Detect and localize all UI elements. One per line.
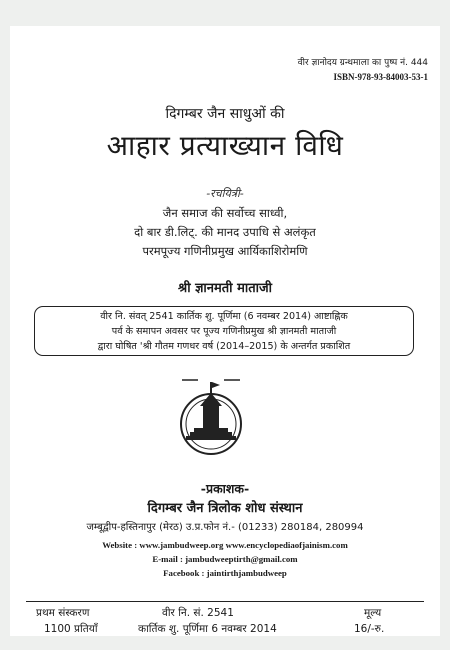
price-label: मूल्य [364,607,382,619]
publisher-name: दिगम्बर जैन त्रिलोक शोध संस्थान [147,501,303,516]
note-line: वीर नि. संवत् 2541 कार्तिक शु. पूर्णिमा (6 नवम्बर 2014) आष्टाह्निक [100,311,348,322]
author-label: -रचयित्री- [206,187,244,200]
date-text: कार्तिक शु. पूर्णिमा 6 नवम्बर 2014 [138,623,277,635]
note-line: पर्व के समापन अवसर पर पूज्य गणिनीप्रमुख श्री ज्ञानमती माताजी [111,326,337,337]
book-title: आहार प्रत्याख्यान विधि [106,129,344,162]
author-name: श्री ज्ञानमती माताजी [177,281,273,296]
era-text: वीर नि. सं. 2541 [162,607,234,619]
footer-divider [26,601,424,602]
author-line: दो बार डी.लिट्. की मानद उपाधि से अलंकृत [134,225,316,239]
isbn-text: ISBN-978-93-84003-53-1 [333,72,428,82]
contact-block [10,538,440,580]
note-line: द्वारा घोषित 'श्री गौतम गणधर वर्ष (2014–2015) के अन्तर्गत प्रकाशित [97,341,351,352]
copies-count: 1100 प्रतियाँ [44,623,98,635]
publication-note-box [34,306,414,356]
edition-label: प्रथम संस्करण [36,607,90,619]
price-value: 16/-रु. [354,623,385,635]
title-page [10,26,440,636]
publisher-address: जम्बूद्वीप-हस्तिनापुर (मेरठ) उ.प्र.फोन नं.- (01233) 280184, 280994 [86,522,364,533]
author-line: जैन समाज की सर्वोच्च साध्वी, [162,206,288,220]
website-text: Website : www.jambudweep.org www.encyclopediaofjainism.com [102,540,348,550]
series-block [298,56,428,84]
publisher-label: -प्रकाशक- [200,481,250,496]
title-line-1: दिगम्बर जैन साधुओं की [165,106,285,122]
institute-emblem-icon [174,376,248,462]
author-line: परमपूज्य गणिनीप्रमुख आर्यिकाशिरोमणि [142,244,308,258]
facebook-text: Facebook : jaintirthjambudweep [163,568,287,578]
author-description [10,204,440,261]
email-text: E-mail : jambudweeptirth@gmail.com [152,554,298,564]
series-text: वीर ज्ञानोदय ग्रन्थमाला का पुष्प नं. 444 [297,58,428,68]
